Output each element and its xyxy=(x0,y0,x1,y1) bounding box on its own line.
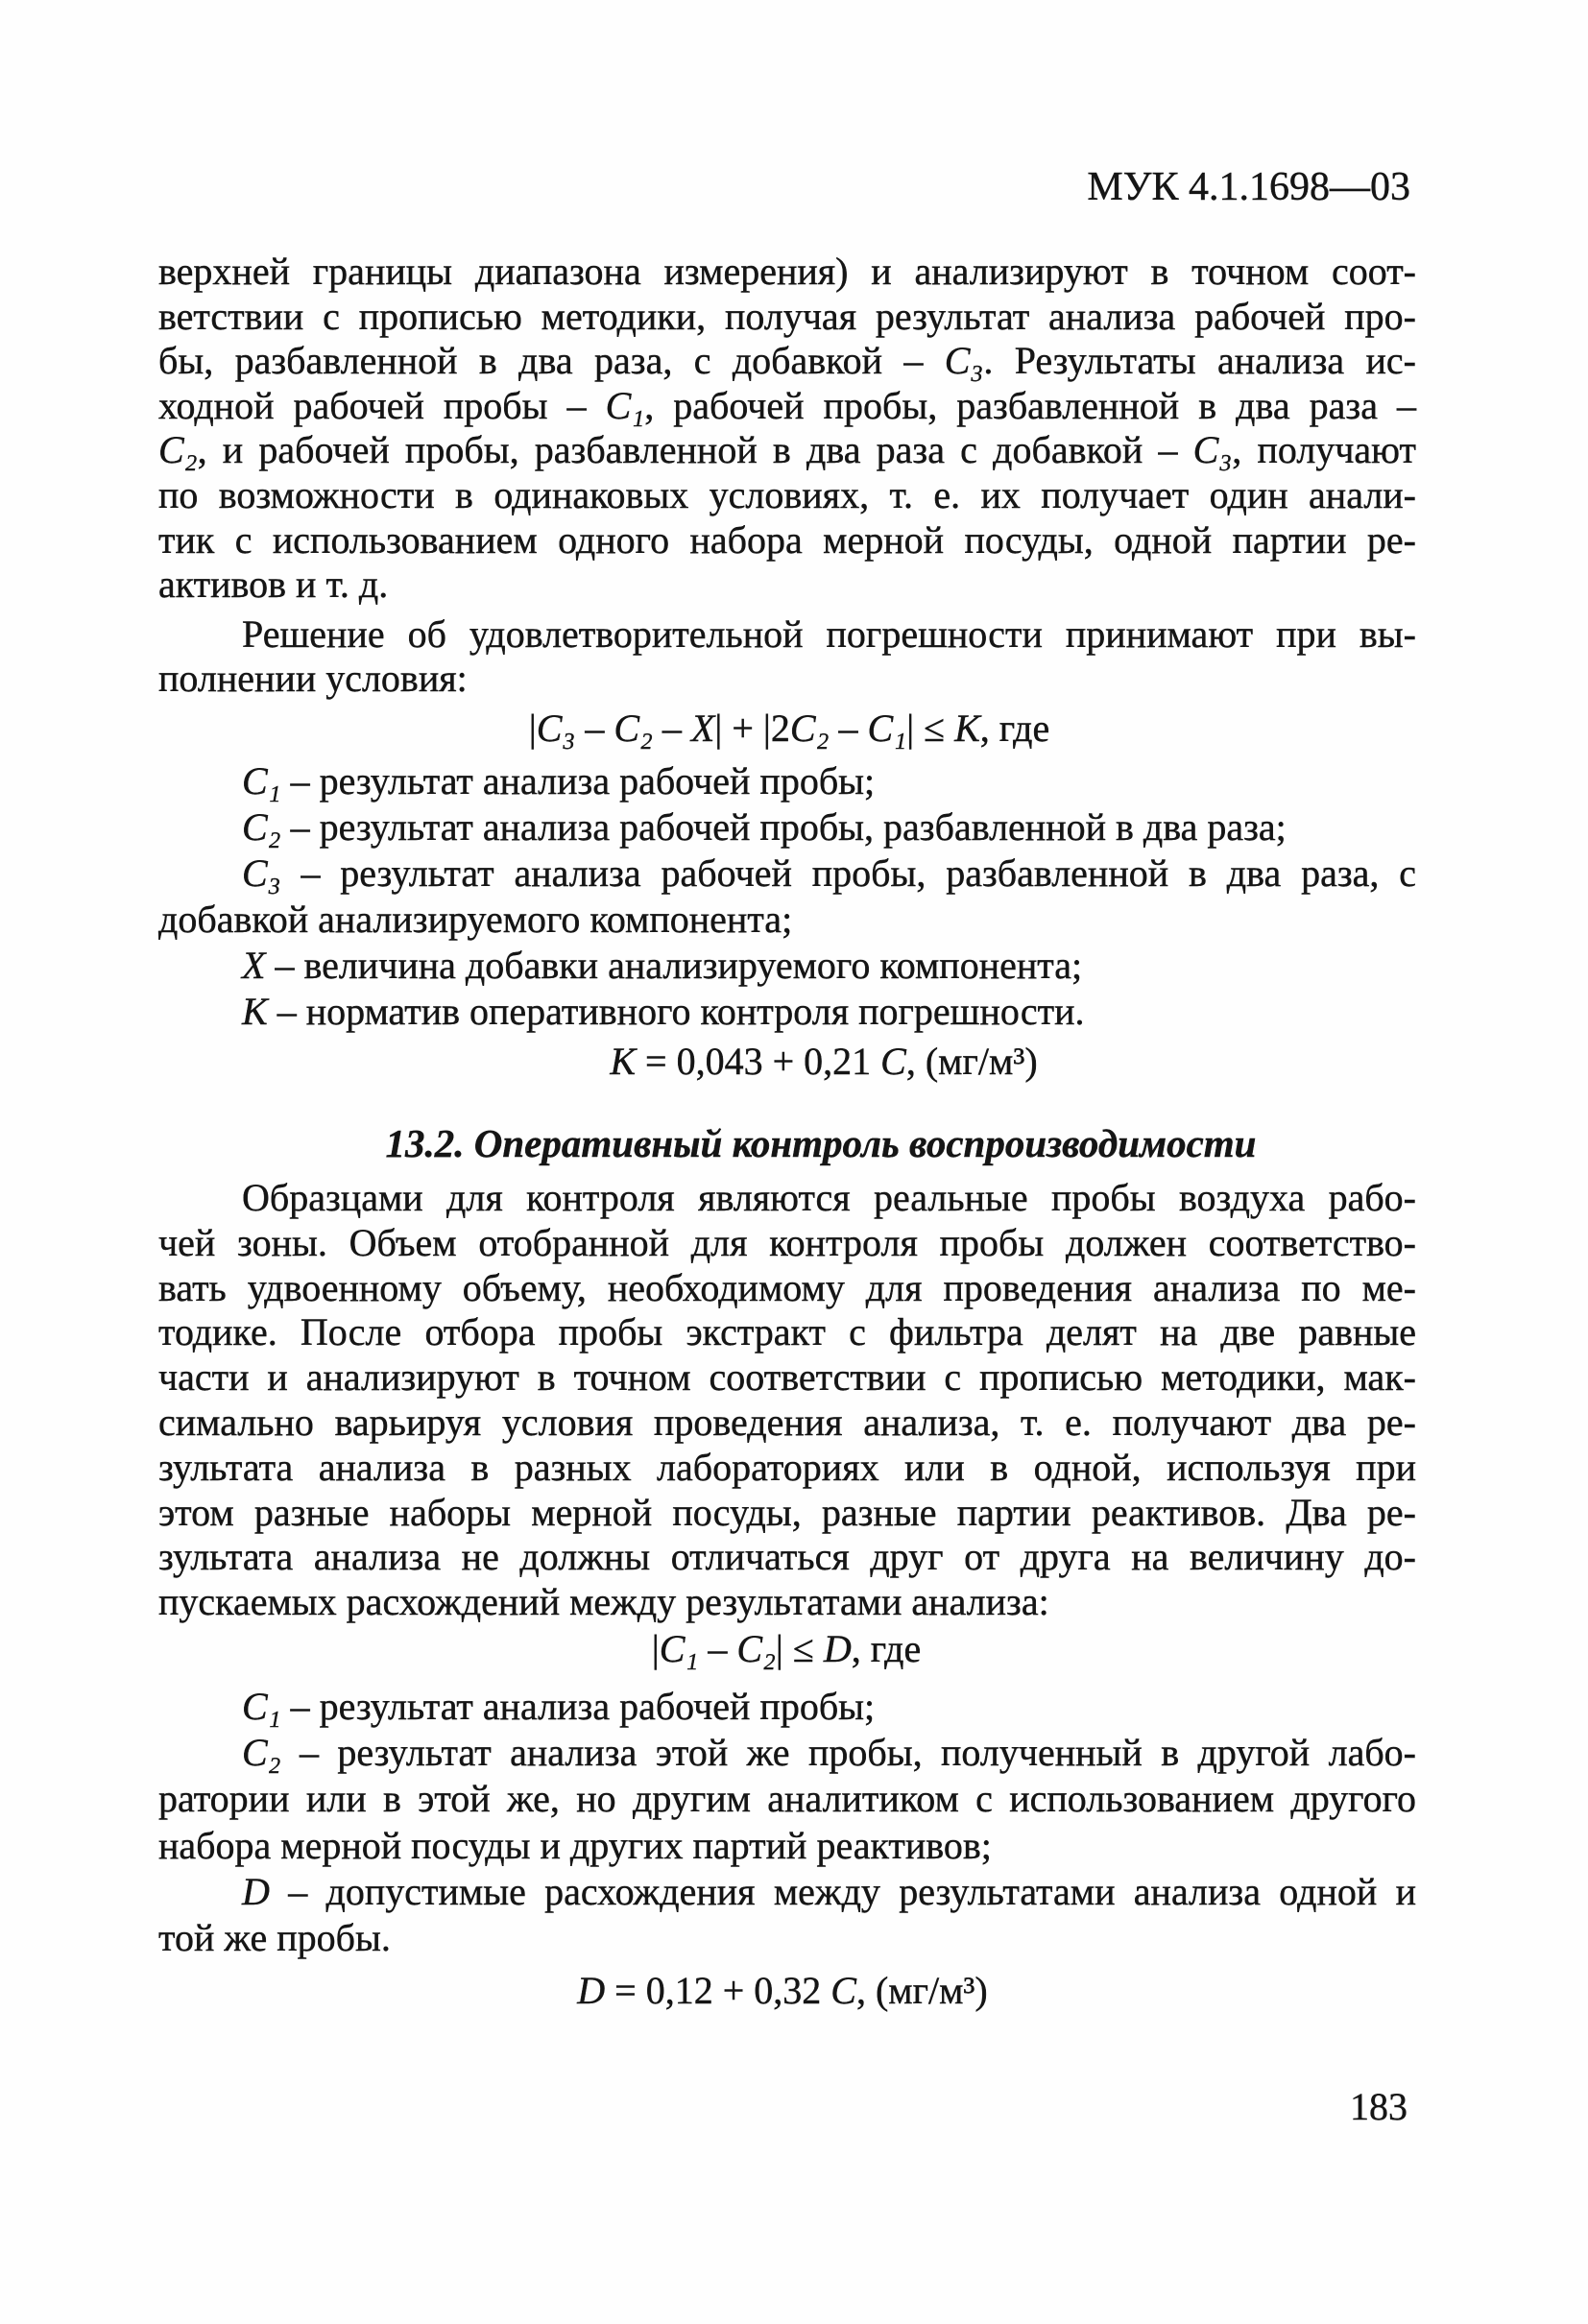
math-variable: C xyxy=(880,1040,906,1083)
definition-line: той же пробы. xyxy=(158,1915,391,1959)
math-variable: D xyxy=(823,1627,852,1670)
text-line: бы, разбавленной в два раза, с добавкой – C₃. Результаты анализа ис- xyxy=(158,339,1416,383)
math-variable: C₃ xyxy=(536,707,576,750)
math-variable: C₃ xyxy=(1192,428,1233,472)
math-variable: C₂ xyxy=(789,707,830,750)
math-variable: K xyxy=(242,990,268,1033)
text-line: тодике. После отбора пробы экстракт с фильтра делят на две равные xyxy=(158,1310,1416,1354)
math-variable: C₃ xyxy=(944,339,984,383)
definition-line: X – величина добавки анализируемого компонента; xyxy=(242,944,1083,987)
text-line: зультата анализа не должны отличаться друг от друга на величину до- xyxy=(158,1535,1416,1579)
formula-accuracy-norm: K = 0,043 + 0,21 C, (мг/м³) xyxy=(610,1040,1038,1083)
text-line: симально варьируя условия проведения анализа, т. е. получают два ре- xyxy=(158,1400,1416,1444)
definition-line: K – норматив оперативного контроля погрешности. xyxy=(242,990,1085,1033)
definition-line: добавкой анализируемого компонента; xyxy=(158,898,793,941)
paragraph xyxy=(158,612,1416,701)
math-variable: C₁ xyxy=(242,1685,281,1728)
math-variable: C₂ xyxy=(614,707,653,750)
math-variable: C₂ xyxy=(242,1731,281,1775)
definition-line: C₁ – результат анализа рабочей пробы; xyxy=(242,1685,876,1728)
math-variable: C₂ xyxy=(158,428,198,472)
text-line: C₂, и рабочей пробы, разбавленной в два раза с добавкой – C₃, получают xyxy=(158,428,1417,472)
formula-accuracy-condition: |C₃ – C₂ – X| + |2C₂ – C₁| ≤ K, где xyxy=(528,707,1050,750)
text-line: чей зоны. Объем отобранной для контроля пробы должен соответство- xyxy=(158,1220,1416,1264)
section-heading: 13.2. Оперативный контроль воспроизводимости xyxy=(385,1121,1257,1165)
document-code-header: МУК 4.1.1698—03 xyxy=(1087,165,1410,209)
paragraph xyxy=(158,1176,1416,1625)
math-variable: C xyxy=(830,1969,856,2012)
definition-line: C₃ – результат анализа рабочей пробы, разбавленной в два раза, с xyxy=(242,851,1416,895)
definition-line: набора мерной посуды и других партий реактивов; xyxy=(158,1823,992,1867)
paragraph-continued xyxy=(158,250,1416,608)
definition-line: D – допустимые расхождения между результатами анализа одной и xyxy=(242,1869,1416,1913)
math-variable: D xyxy=(242,1869,270,1913)
formula-reproducibility-condition: |C₁ – C₂| ≤ D, где xyxy=(651,1627,922,1670)
text-line: полнении условия: xyxy=(158,657,468,700)
text-line: ходной рабочей пробы – C₁, рабочей пробы, разбавленной в два раза – xyxy=(158,383,1416,427)
text-line: зультата анализа в разных лабораториях или в одной, используя при xyxy=(158,1445,1416,1489)
definition-line: C₂ – результат анализа этой же пробы, полученный в другой лабо- xyxy=(242,1731,1416,1775)
text-line: верхней границы диапазона измерения) и анализируют в точном соот- xyxy=(158,250,1416,293)
math-variable: C₁ xyxy=(867,707,907,750)
math-variable: C₂ xyxy=(242,805,281,849)
definitions-list xyxy=(158,758,1416,1035)
math-variable: D xyxy=(577,1969,606,2012)
text-line: Образцами для контроля являются реальные пробы воздуха рабо- xyxy=(242,1176,1416,1219)
math-variable: C₂ xyxy=(736,1627,776,1670)
math-variable: C₁ xyxy=(605,383,645,427)
math-variable: K xyxy=(610,1040,637,1083)
math-variable: C₃ xyxy=(242,851,281,895)
definition-line: C₂ – результат анализа рабочей пробы, разбавленной в два раза; xyxy=(242,805,1287,849)
math-variable: K xyxy=(954,707,980,750)
math-variable: C₁ xyxy=(242,759,281,803)
math-variable: C₁ xyxy=(659,1627,699,1670)
text-line: активов и т. д. xyxy=(158,563,389,607)
math-variable: X xyxy=(242,944,266,987)
text-line: этом разные наборы мерной посуды, разные партии реактивов. Два ре- xyxy=(158,1490,1416,1534)
definition-line: C₁ – результат анализа рабочей пробы; xyxy=(242,759,876,803)
text-line: тик с использованием одного набора мерной посуды, одной партии ре- xyxy=(158,517,1416,562)
text-line: Решение об удовлетворительной погрешности принимают при вы- xyxy=(242,612,1416,656)
text-line: части и анализируют в точном соответствии с прописью методики, мак- xyxy=(158,1355,1416,1400)
definition-line: ратории или в этой же, но другим аналитиком с использованием другого xyxy=(158,1777,1416,1821)
text-line: по возможности в одинаковых условиях, т. е. их получает один анали- xyxy=(158,472,1416,516)
text-line: ветствии с прописью методики, получая результат анализа рабочей про- xyxy=(158,294,1416,338)
text-line: пускаемых расхождений между результатами анализа: xyxy=(158,1580,1049,1624)
math-variable: X xyxy=(690,707,715,750)
text-line: вать удвоенному объему, необходимому для проведения анализа по ме- xyxy=(158,1265,1416,1309)
page-number: 183 xyxy=(1350,2085,1408,2128)
formula-reproducibility-norm: D = 0,12 + 0,32 C, (мг/м³) xyxy=(577,1969,988,2012)
definitions-list xyxy=(158,1684,1416,1961)
